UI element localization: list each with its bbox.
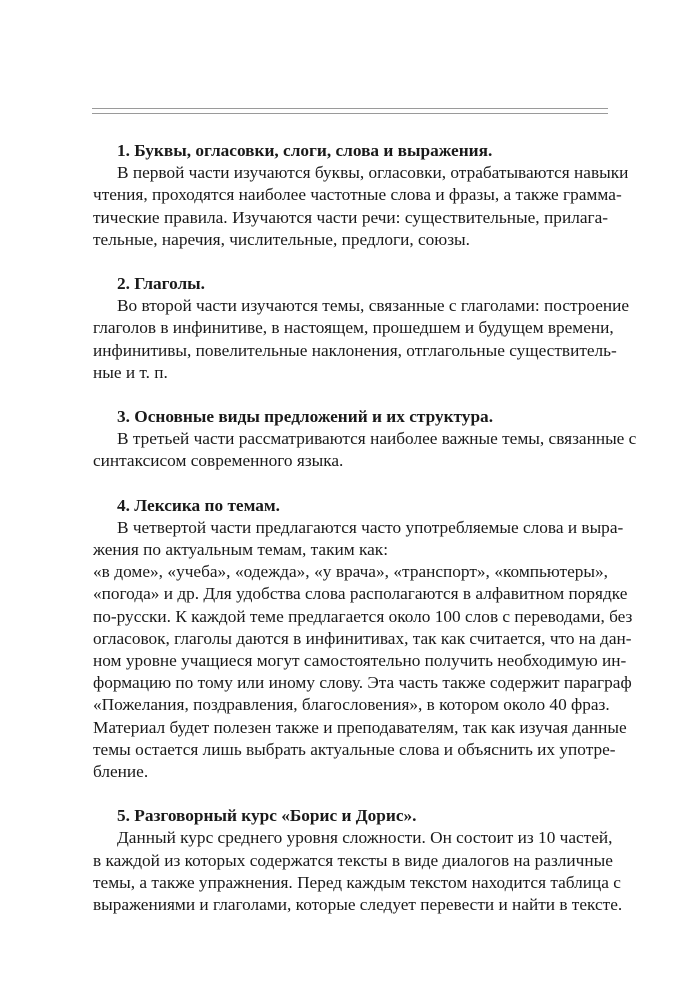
text-line: инфинитивы, повелительные наклонения, отглагольные существитель-: [93, 340, 617, 360]
section-paragraph: [93, 295, 630, 384]
text-line: по-русски. К каждой теме предлагается около 100 слов с переводами, без: [93, 606, 633, 626]
section-paragraph: [93, 517, 633, 783]
section-heading: 4. Лексика по темам.: [117, 495, 280, 515]
section-heading: 2. Глаголы.: [117, 274, 205, 294]
section-1: [93, 140, 629, 251]
text-line: выражениями и глаголами, которые следует перевести и найти в тексте.: [93, 895, 623, 915]
text-line: тельные, наречия, числительные, предлоги, союзы.: [93, 229, 470, 249]
text-line: «погода» и др. Для удобства слова располагаются в алфавитном порядке: [93, 584, 628, 604]
text-line: В третьей части рассматриваются наиболее важные темы, связанные с: [117, 429, 637, 449]
text-line: В первой части изучаются буквы, огласовки, отрабатываются навыки: [117, 163, 629, 183]
section-paragraph: [93, 827, 623, 916]
text-line: темы, а также упражнения. Перед каждым текстом находится таблица с: [93, 872, 621, 892]
section-3: [93, 406, 637, 473]
section-2: [93, 273, 630, 384]
section-5: [93, 805, 623, 916]
text-line: ном уровне учащиеся могут самостоятельно получить необходимую ин-: [93, 651, 627, 671]
section-heading: 1. Буквы, огласовки, слоги, слова и выражения.: [117, 141, 493, 160]
section-heading: 3. Основные виды предложений и их структура.: [117, 407, 494, 427]
text-line: огласовок, глаголы даются в инфинитивах, так как считается, что на дан-: [93, 628, 632, 648]
text-line: в каждой из которых содержатся тексты в виде диалогов на различные: [93, 850, 613, 870]
page-body: [93, 140, 637, 938]
text-line: Материал будет полезен также и преподавателям, так как изучая данные: [93, 717, 627, 737]
header-double-rule: [92, 108, 608, 114]
section-4: [93, 495, 633, 784]
text-line: жения по актуальным темам, таким как:: [93, 540, 388, 560]
text-line: тические правила. Изучаются части речи: существительные, прилага-: [93, 207, 608, 227]
text-line: темы остается лишь выбрать актуальные слова и объяснить их употре-: [93, 739, 616, 759]
section-heading: 5. Разговорный курс «Борис и Дорис».: [117, 806, 417, 826]
text-line: формацию по тому или иному слову. Эта часть также содержит параграф: [93, 673, 632, 693]
text-line: «в доме», «учеба», «одежда», «у врача», «транспорт», «компьютеры»,: [93, 562, 608, 582]
text-line: Данный курс среднего уровня сложности. Он состоит из 10 частей,: [117, 828, 613, 848]
text-line: Во второй части изучаются темы, связанные с глаголами: построение: [117, 296, 630, 316]
text-line: глаголов в инфинитиве, в настоящем, прошедшем и будущем времени,: [93, 318, 614, 338]
text-line: «Пожелания, поздравления, благословения», в котором около 40 фраз.: [93, 695, 610, 715]
section-paragraph: [93, 162, 629, 251]
text-line: бление.: [93, 762, 149, 782]
text-line: чтения, проходятся наиболее частотные слова и фразы, а также граммa-: [93, 185, 622, 205]
text-line: синтаксисом современного языка.: [93, 451, 344, 471]
text-line: В четвертой части предлагаются часто употребляемые слова и выра-: [117, 517, 624, 537]
section-paragraph: [93, 428, 637, 472]
text-line: ные и т. п.: [93, 362, 168, 382]
